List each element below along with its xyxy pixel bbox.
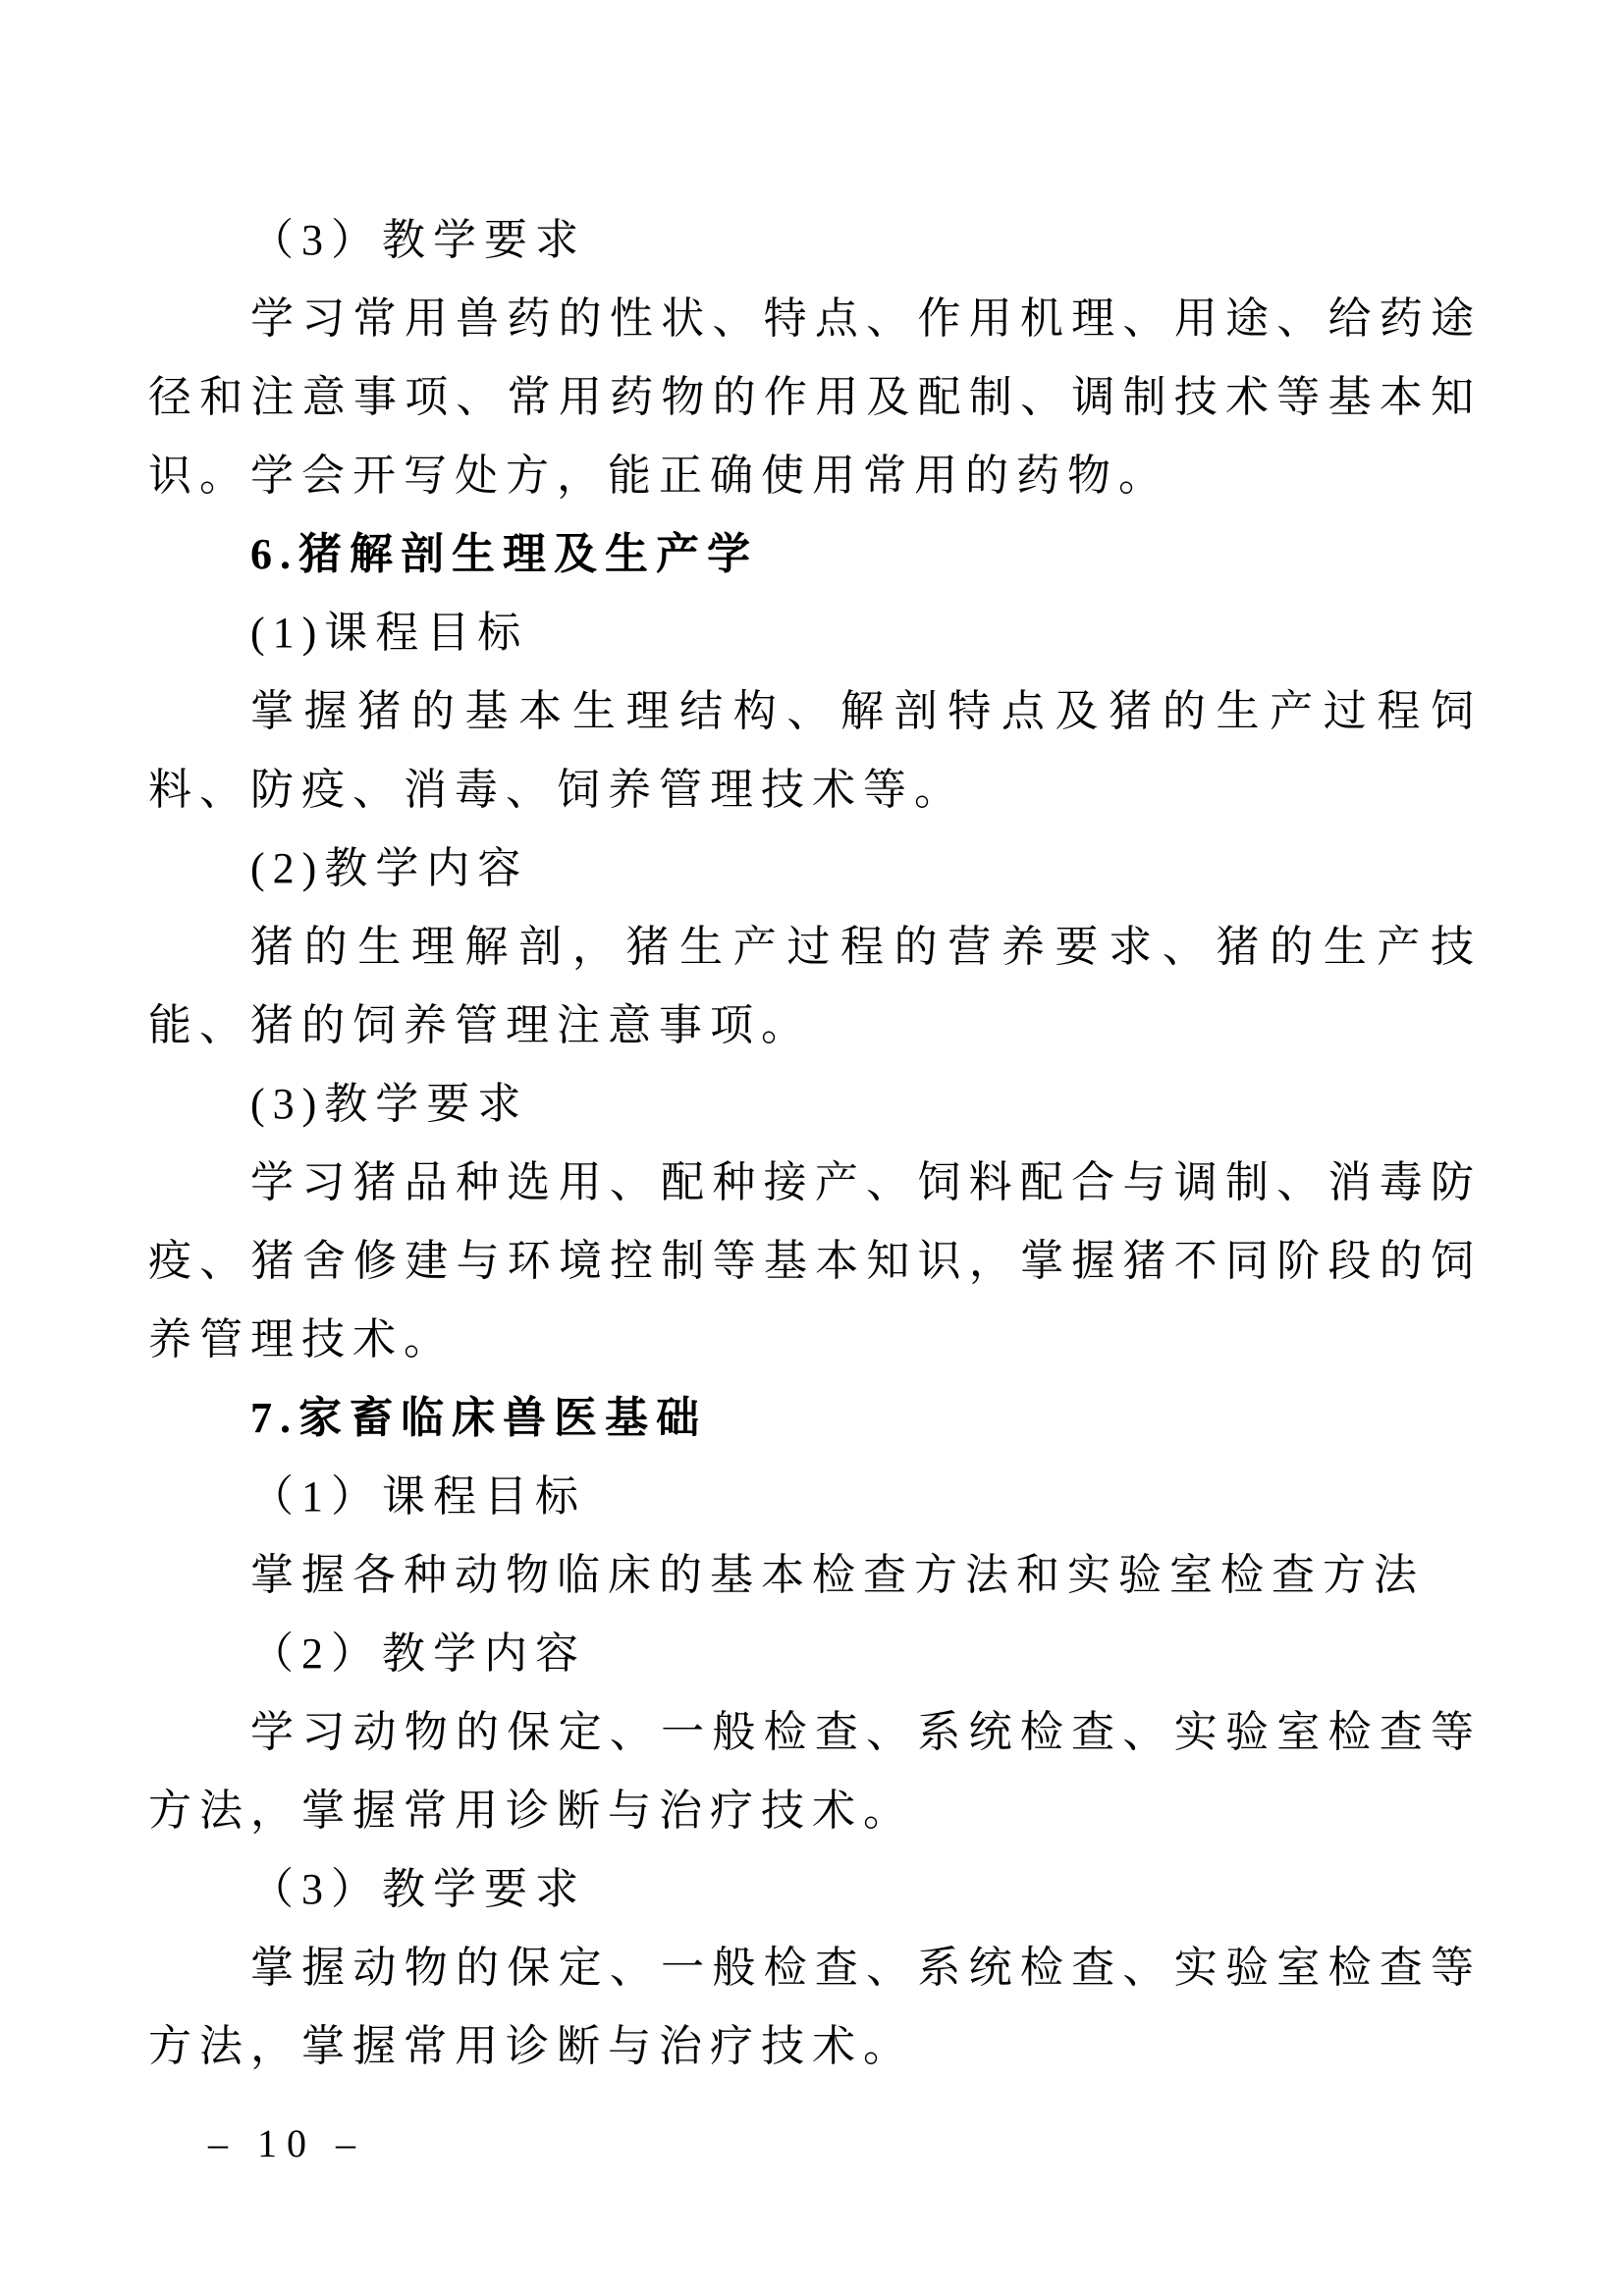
section-6-heading-pig-anatomy: 6.猪解剖生理及生产学 (250, 530, 758, 578)
section-6-teaching-content-heading: (2)教学内容 (250, 844, 529, 892)
section-6-teaching-content-body: 猪的生理解剖，猪生产过程的营养要求、猪的生产技能、猪的饲养管理注意事项。 (148, 923, 1482, 1049)
section-7-teaching-requirements-heading: （3）教学要求 (250, 1865, 586, 1913)
subsection-heading-teaching-requirements: （3）教学要求 (250, 216, 586, 264)
section-7-teaching-content-body: 学习动物的保定、一般检查、系统检查、实验室检查等方法，掌握常用诊断与治疗技术。 (148, 1708, 1482, 1835)
section-7-heading-clinical-veterinary: 7.家畜临床兽医基础 (250, 1394, 707, 1442)
section-6-teaching-requirements-body: 学习猪品种选用、配种接产、饲料配合与调制、消毒防疫、猪舍修建与环境控制等基本知识，掌握猪不同阶段的饲养管理技术。 (148, 1158, 1482, 1363)
section-7-course-goal-body: 掌握各种动物临床的基本检查方法和实验室检查方法 (250, 1551, 1425, 1599)
section-6-course-goal-body: 掌握猪的基本生理结构、解剖特点及猪的生产过程饲料、防疫、消毒、饲养管理技术等。 (148, 687, 1482, 814)
section-7-teaching-content-heading: （2）教学内容 (250, 1629, 586, 1678)
section-7-course-goal-heading: （1）课程目标 (250, 1472, 586, 1521)
section-6-teaching-requirements-heading: (3)教学要求 (250, 1080, 529, 1128)
paragraph-veterinary-drug-requirements: 学习常用兽药的性状、特点、作用机理、用途、给药途径和注意事项、常用药物的作用及配制、调制技术等基本知识。学会开写处方，能正确使用常用的药物。 (148, 294, 1482, 500)
section-7-teaching-requirements-body: 掌握动物的保定、一般检查、系统检查、实验室检查等方法，掌握常用诊断与治疗技术。 (148, 1944, 1482, 2070)
document-body (148, 201, 1482, 2086)
page-number: – 10 – (208, 2121, 365, 2165)
section-6-course-goal-heading: (1)课程目标 (250, 609, 529, 657)
